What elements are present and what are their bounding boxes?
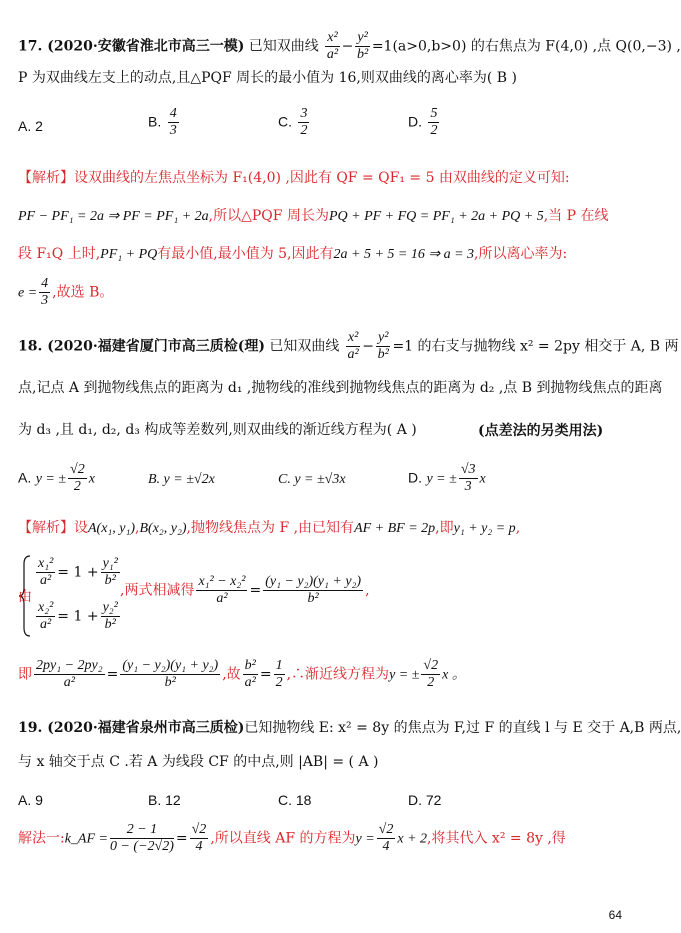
q19-option-c: C. 18 (278, 792, 312, 808)
system-equation-1: $\frac{\text{x₁²}}{\text{a²}}$ = 1 + $\frac{\text{y₁²}}{\text{b²}}$ (38, 556, 118, 588)
q18-option-d: D. y = ± $\frac{√3}{3}$ x (408, 462, 486, 494)
q19-stem-line2: 与 x 轴交于点 C .若 A 为线段 CF 的中点,则 |AB| = ( A ) (18, 754, 379, 770)
page-number: 64 (608, 908, 622, 922)
q17-option-a: A. 2 (18, 118, 43, 134)
q18-option-c: C. y = ±√3x (278, 472, 346, 487)
q17-solution-line2: PF − PF₁ = 2a ⇒ PF = PF₁ + 2a,所以△PQF 周长为PQ + PF + FQ = PF₁ + 2a + PQ + 5,当 P 在线 (18, 208, 609, 224)
q18-solution-line1: 【解析】设A(x₁, y₁),B(x₂, y₂),抛物线焦点为 F ,由已知有AF + BF = 2p,即y₁ + y₂ = p, (18, 520, 521, 536)
q17-stem-line2: P 为双曲线左支上的动点,且△PQF 周长的最小值为 16,则双曲线的离心率为( B ) (18, 70, 517, 86)
q19-option-a: A. 9 (18, 792, 43, 808)
system-equation-2: $\frac{\text{x₂²}}{\text{a²}}$ = 1 + $\frac{\text{y₂²}}{\text{b²}}$ (38, 600, 118, 632)
q18-source: 18. (2020·福建省厦门市高三质检(理) (18, 338, 265, 355)
q18-stem-line1: 18. (2020·福建省厦门市高三质检(理) 已知双曲线 $\frac{\text{x²}}{\text{a²}}$ − $\frac{\text{y²}}{\text{b²}}$ =1 的右支与抛物线 x² = 2py 相交于 A, B 两 (18, 330, 679, 362)
q17-option-d: D. $\frac{5}{2}$ (408, 106, 438, 138)
q17-solution-line4: e = $\frac{4}{3}$ ,故选 B。 (18, 276, 114, 308)
q18-option-b: B. y = ±√2x (148, 472, 215, 487)
q19-source: 19. (2020·福建省泉州市高三质检) (18, 720, 245, 736)
q18-stem-line2: 点,记点 A 到抛物线焦点的距离为 d₁ ,抛物线的准线到抛物线焦点的距离为 d₂ ,点 B 到抛物线焦点的距离 (18, 380, 663, 396)
frac-x2-a2: $\frac{\text{x²}}{\text{a²}}$ (326, 30, 339, 62)
system-prefix: 由 (18, 589, 32, 605)
frac-y2-b2: $\frac{\text{y²}}{\text{b²}}$ (357, 30, 369, 62)
subtracted-equation: ,两式相减得 $\frac{\text{x₁² − x₂²}}{\text{a²}}$ = $\frac{\text{(y₁ − y₂)(y₁ + y₂)}}{\text{b²}}$ , (120, 574, 370, 606)
q17-stem-line1: 17. (2020·安徽省淮北市高三一模) 已知双曲线 $\frac{\text{x²}}{\text{a²}}$ − $\frac{\text{y²}}{\text{b²}}$ =1(a>0,b>0) 的右焦点为 F(4,0) ,点 Q(0,−3) , (18, 30, 681, 62)
q17-solution-line3: 段 F₁Q 上时,PF₁ + PQ有最小值,最小值为 5,因此有2a + 5 + 5 = 16 ⇒ a = 3,所以离心率为: (18, 246, 568, 262)
q19-option-d: D. 72 (408, 792, 442, 808)
q19-option-b: B. 12 (148, 792, 181, 808)
q17-solution-line1: 【解析】设双曲线的左焦点坐标为 F₁(4,0) ,因此有 QF = QF₁ = 5 由双曲线的定义可知: (18, 170, 570, 186)
q17-stem-text: 已知双曲线 (248, 38, 319, 55)
q17-option-c: C. $\frac{3}{2}$ (278, 106, 308, 138)
q18-stem-line3: 为 d₃ ,且 d₁, d₂, d₃ 构成等差数列,则双曲线的渐近线方程为( A ) (18, 422, 417, 438)
q17-option-b: B. $\frac{4}{3}$ (148, 106, 177, 138)
q18-result-line: 即 $\frac{\text{2py₁ − 2py₂}}{\text{a²}}$ = $\frac{\text{(y₁ − y₂)(y₁ + y₂)}}{\text{b²}}$ ,故 $\frac{\text{b²}}{\text{a²}}$ = $\frac{1}{2}$ ,∴渐近线方程为y = ± $\frac{√2}{2}$ x 。 (18, 658, 466, 690)
q19-stem-line1: 19. (2020·福建省泉州市高三质检)已知抛物线 E: x² = 8y 的焦点为 F,过 F 的直线 l 与 E 交于 A,B 两点, (18, 720, 681, 736)
q17-source: 17. (2020·安徽省淮北市高三一模) (18, 38, 245, 55)
q17-stem-tail: =1(a>0,b>0) 的右焦点为 F(4,0) ,点 Q(0,−3) , (371, 38, 681, 55)
q18-note: (点差法的另类用法) (478, 423, 604, 439)
q18-option-a: A. y = ± $\frac{√2}{2}$ x (18, 462, 95, 494)
q19-solution-line: 解法一:k_AF = $\frac{2 - 1}{0 - (-2√2)}$ = $\frac{√2}{4}$ ,所以直线 AF 的方程为y = $\frac{√2}{4}$ x + 2,将其代入 x² = 8y ,得 (18, 822, 566, 854)
